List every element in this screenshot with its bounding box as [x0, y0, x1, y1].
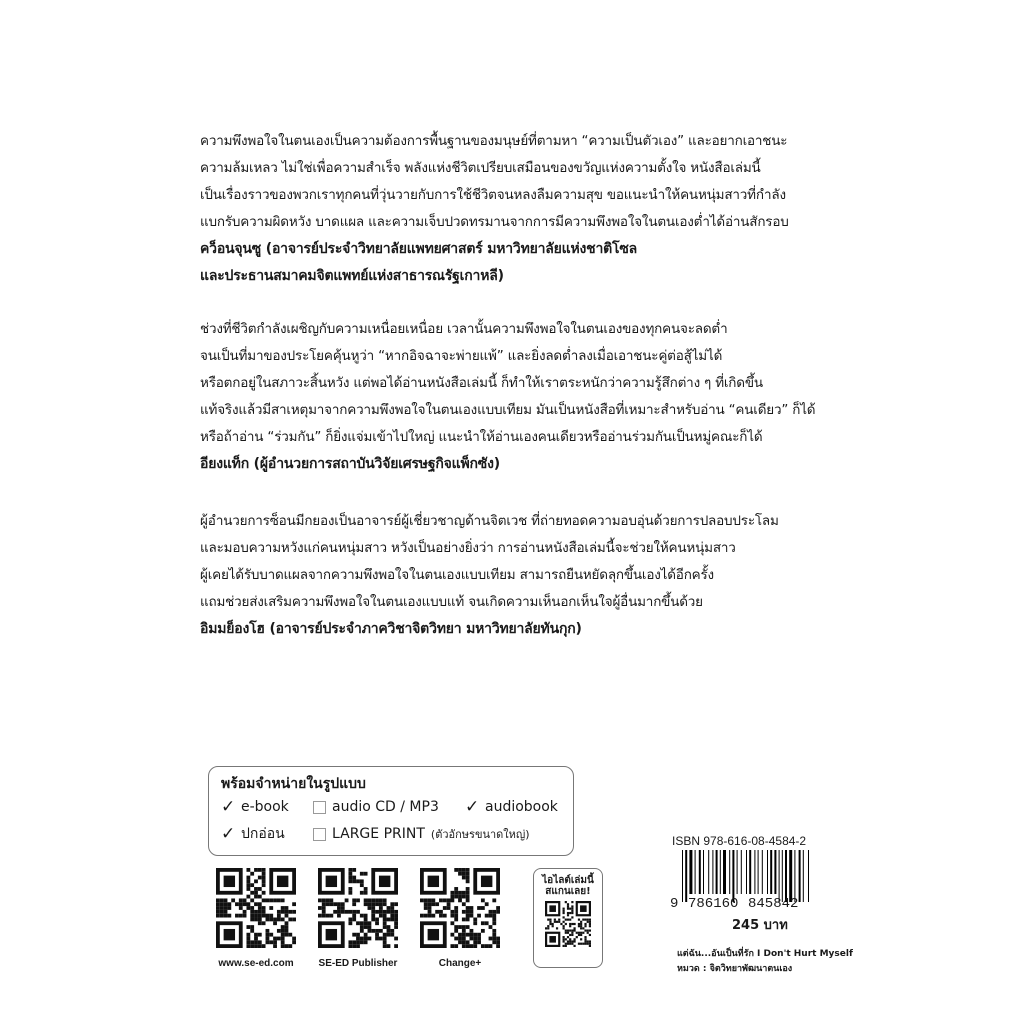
scan-highlight-box[interactable]: [533, 868, 603, 968]
review-line: แบกรับความผิดหวัง บาดแผล และความเจ็บปวดทรมานจากการมีความพึงพอใจในตนเองต่ำได้อ่านสักรอบ: [200, 214, 789, 230]
isbn-text: ISBN 978-616-08-4584-2: [672, 834, 807, 848]
format-label: ปกอ่อน: [241, 826, 285, 842]
review-line: หรือตกอยู่ในสภาวะสิ้นหวัง แต่พอได้อ่านหนังสือเล่มนี้ ก็ทำให้เราตระหนักว่าความรู้สึกต่าง ๆ ที่เกิดขึ้น: [200, 375, 763, 391]
qr-change-plus[interactable]: [412, 868, 508, 969]
qr-code-icon: [318, 868, 398, 948]
review-line: ผู้เคยได้รับบาดแผลจากความพึงพอใจในตนเองแบบเทียม สามารถยืนหยัดลุกขึ้นเองได้อีกครั้ง: [200, 567, 714, 583]
scan-title-line2: สแกนเลย!: [545, 886, 591, 897]
qr-label: www.se-ed.com: [218, 958, 294, 969]
qr-code-icon: [545, 901, 591, 947]
review-line: เป็นเรื่องราวของพวกเราทุกคนที่วุ่นวายกับการใช้ชีวิตจนหลงลืมความสุข ขอแนะนำให้คนหนุ่มสาวที่กำลัง: [200, 187, 786, 203]
reviewer-name: คว็อนจุนซู (อาจารย์ประจำวิทยาลัยแพทยศาสตร์ มหาวิทยาลัยแห่งชาติโซล: [200, 241, 637, 257]
reviewer-name: อิมมย็องโฮ (อาจารย์ประจำภาควิชาจิตวิทยา มหาวิทยาลัยทันกุก): [200, 621, 582, 637]
format-note: (ตัวอักษรขนาดใหญ่): [430, 828, 530, 841]
price: 245 บาท: [732, 918, 788, 933]
empty-checkbox-icon: [313, 828, 326, 841]
review-line: และมอบความหวังแก่คนหนุ่มสาว หวังเป็นอย่างยิ่งว่า การอ่านหนังสือเล่มนี้จะช่วยให้คนหนุ่มสาว: [200, 540, 736, 556]
scan-title-line1: ไอไลต์เล่มนี้: [542, 875, 594, 886]
review-line: แท้จริงแล้วมีสาเหตุมาจากความพึงพอใจในตนเองแบบเทียม มันเป็นหนังสือที่เหมาะสำหรับอ่าน “คนเดียว” ก็ได้: [200, 402, 816, 418]
review-line: แถมช่วยส่งเสริมความพึงพอใจในตนเองแบบแท้ จนเกิดความเห็นอกเห็นใจผู้อื่นมากขึ้นด้วย: [200, 594, 703, 610]
format-audiobook: [465, 797, 558, 817]
empty-checkbox-icon: [313, 801, 326, 814]
reviewer-title: และประธานสมาคมจิตแพทย์แห่งสาธารณรัฐเกาหลี): [200, 268, 504, 284]
barcode-left-digits: 786160: [688, 896, 739, 912]
barcode-right-digits: 845842: [748, 896, 799, 912]
book-category: หมวด : จิตวิทยาพัฒนาตนเอง: [677, 964, 793, 974]
qr-label: Change+: [438, 958, 482, 969]
format-label: e-book: [241, 799, 289, 815]
qr-label: SE-ED Publisher: [318, 958, 398, 969]
review-line: ความพึงพอใจในตนเองเป็นความต้องการพื้นฐานของมนุษย์ที่ตามหา “ความเป็นตัวเอง” และอยากเอาชนะ: [200, 133, 788, 149]
qr-se-ed-website[interactable]: [208, 868, 304, 969]
book-title: แต่ฉัน...อันเป็นที่รัก I Don't Hurt Myself: [677, 949, 853, 959]
format-audio-cd: [313, 799, 439, 815]
review-paragraph-1: [200, 128, 840, 290]
barcode-first-digit: 9: [670, 896, 679, 912]
review-line: จนเป็นที่มาของประโยคคุ้นหูว่า “หากอิจฉาจะพ่ายแพ้” และยิ่งลดต่ำลงเมื่อเอาชนะคู่ต่อสู้ไม่ได้: [200, 348, 723, 364]
review-line: ความล้มเหลว ไม่ใช่เพื่อความสำเร็จ พลังแห่งชีวิตเปรียบเสมือนของขวัญแห่งความตั้งใจ หนังสือเล่มนี้: [200, 160, 761, 176]
review-paragraph-2: [200, 316, 840, 478]
qr-code-icon: [216, 868, 296, 948]
format-label: LARGE PRINT: [332, 826, 425, 842]
format-label: audiobook: [485, 799, 558, 815]
available-formats-box: [208, 766, 574, 856]
format-large-print: [313, 825, 530, 843]
qr-se-ed-publisher[interactable]: [310, 868, 406, 969]
reviewer-name: อียงแท็ก (ผู้อำนวยการสถาบันวิจัยเศรษฐกิจแพ็กซัง): [200, 456, 500, 472]
format-label: audio CD / MP3: [332, 799, 439, 815]
format-ebook: [221, 797, 289, 817]
qr-code-icon: [420, 868, 500, 948]
format-paperback: [221, 823, 285, 845]
review-line: ผู้อำนวยการซ็อนมีกยองเป็นอาจารย์ผู้เชี่ยวชาญด้านจิตเวช ที่ถ่ายทอดความอบอุ่นด้วยการปลอบประโลม: [200, 513, 779, 529]
checkmark-icon: ✓: [465, 797, 480, 817]
formats-title: พร้อมจำหน่ายในรูปแบบ: [221, 776, 366, 792]
checkmark-icon: ✓: [221, 797, 236, 817]
review-line: ช่วงที่ชีวิตกำลังเผชิญกับความเหนื่อยเหนื่อย เวลานั้นความพึงพอใจในตนเองของทุกคนจะลดต่ำ: [200, 321, 728, 337]
review-line: หรือถ้าอ่าน “ร่วมกัน” ก็ยิ่งแจ่มเข้าไปใหญ่ แนะนำให้อ่านเองคนเดียวหรืออ่านร่วมกันเป็นหมู่คณะก็ได้: [200, 429, 763, 445]
review-paragraph-3: [200, 508, 840, 643]
checkmark-icon: ✓: [221, 824, 236, 844]
